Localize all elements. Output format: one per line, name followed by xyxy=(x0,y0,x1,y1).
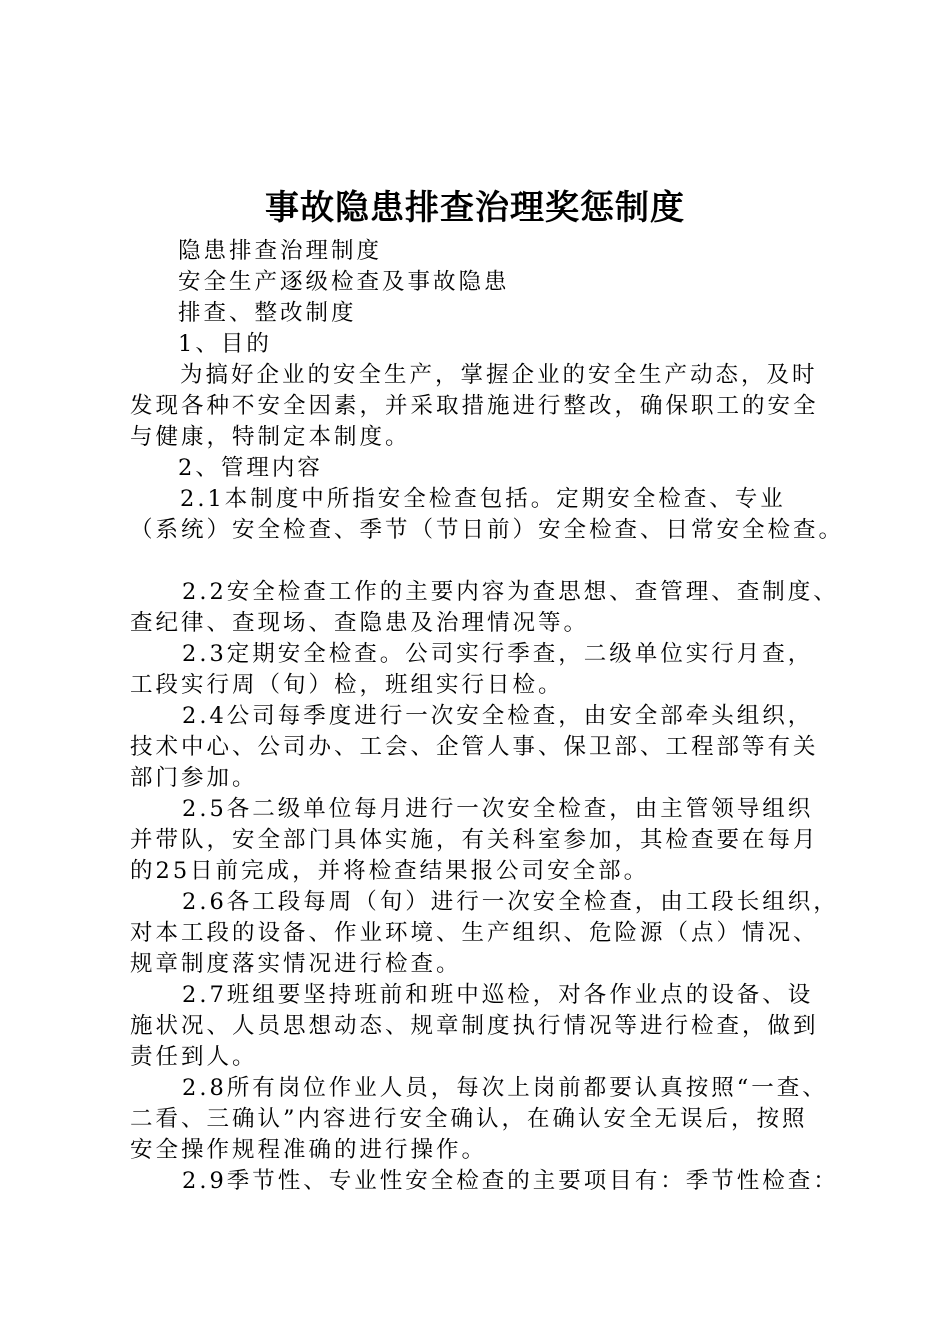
clause-2-5-line: 2.5各二级单位每月进行一次安全检查，由主管领导组织 xyxy=(182,796,814,822)
purpose-line: 发现各种不安全因素，并采取措施进行整改，确保职工的安全 xyxy=(130,393,819,419)
heading-inspection-system: 安全生产逐级检查及事故隐患 xyxy=(178,269,510,295)
clause-2-7-line: 2.7班组要坚持班前和班中巡检，对各作业点的设备、设 xyxy=(182,982,814,1008)
clause-2-3-line: 工段实行周（旬）检，班组实行日检。 xyxy=(130,672,564,698)
clause-2-5-line: 的25日前完成，并将检查结果报公司安全部。 xyxy=(130,858,650,884)
heading-management-content: 2、管理内容 xyxy=(178,455,323,481)
clause-2-4-line: 2.4公司每季度进行一次安全检查，由安全部牵头组织， xyxy=(182,703,814,729)
clause-2-6-line: 对本工段的设备、作业环境、生产组织、危险源（点）情况、 xyxy=(130,920,819,946)
document-title: 事故隐患排查治理奖惩制度 xyxy=(265,188,685,228)
document-body xyxy=(130,236,850,1197)
clause-2-1-line: （系统）安全检查、季节（节日前）安全检查、日常安全检查。 xyxy=(130,517,845,543)
clause-2-8-line: 二看、三确认”内容进行安全确认，在确认安全无误后，按照 xyxy=(130,1106,808,1132)
clause-2-2-line: 查纪律、查现场、查隐患及治理情况等。 xyxy=(130,610,590,636)
clause-2-1-line: 2.1本制度中所指安全检查包括。定期安全检查、专业 xyxy=(180,486,786,512)
purpose-line: 与健康，特制定本制度。 xyxy=(130,424,411,450)
clause-2-6-line: 规章制度落实情况进行检查。 xyxy=(130,951,462,977)
clause-2-2-line: 2.2安全检查工作的主要内容为查思想、查管理、查制度、 xyxy=(182,579,839,605)
blank-line xyxy=(130,546,850,577)
clause-2-6-line: 2.6各工段每周（旬）进行一次安全检查，由工段长组织， xyxy=(182,889,839,915)
clause-2-3-line: 2.3定期安全检查。公司实行季查，二级单位实行月查， xyxy=(182,641,814,667)
clause-2-8-line: 安全操作规程准确的进行操作。 xyxy=(130,1137,488,1163)
clause-2-5-line: 并带队，安全部门具体实施，有关科室参加，其检查要在每月 xyxy=(130,827,819,853)
clause-2-7-line: 施状况、人员思想动态、规章制度执行情况等进行检查，做到 xyxy=(130,1013,819,1039)
clause-2-4-line: 部门参加。 xyxy=(130,765,258,791)
heading-purpose: 1、目的 xyxy=(178,331,272,357)
clause-2-9-line: 2.9季节性、专业性安全检查的主要项目有：季节性检查： xyxy=(182,1168,839,1194)
clause-2-7-line: 责任到人。 xyxy=(130,1044,258,1070)
clause-2-4-line: 技术中心、公司办、工会、企管人事、保卫部、工程部等有关 xyxy=(130,734,819,760)
clause-2-8-line: 2.8所有岗位作业人员，每次上岗前都要认真按照“一查、 xyxy=(182,1075,828,1101)
heading-rectification-system: 排查、整改制度 xyxy=(178,300,357,326)
purpose-line: 为搞好企业的安全生产，掌握企业的安全生产动态，及时 xyxy=(180,362,818,388)
heading-hazard-system: 隐患排查治理制度 xyxy=(178,238,383,264)
